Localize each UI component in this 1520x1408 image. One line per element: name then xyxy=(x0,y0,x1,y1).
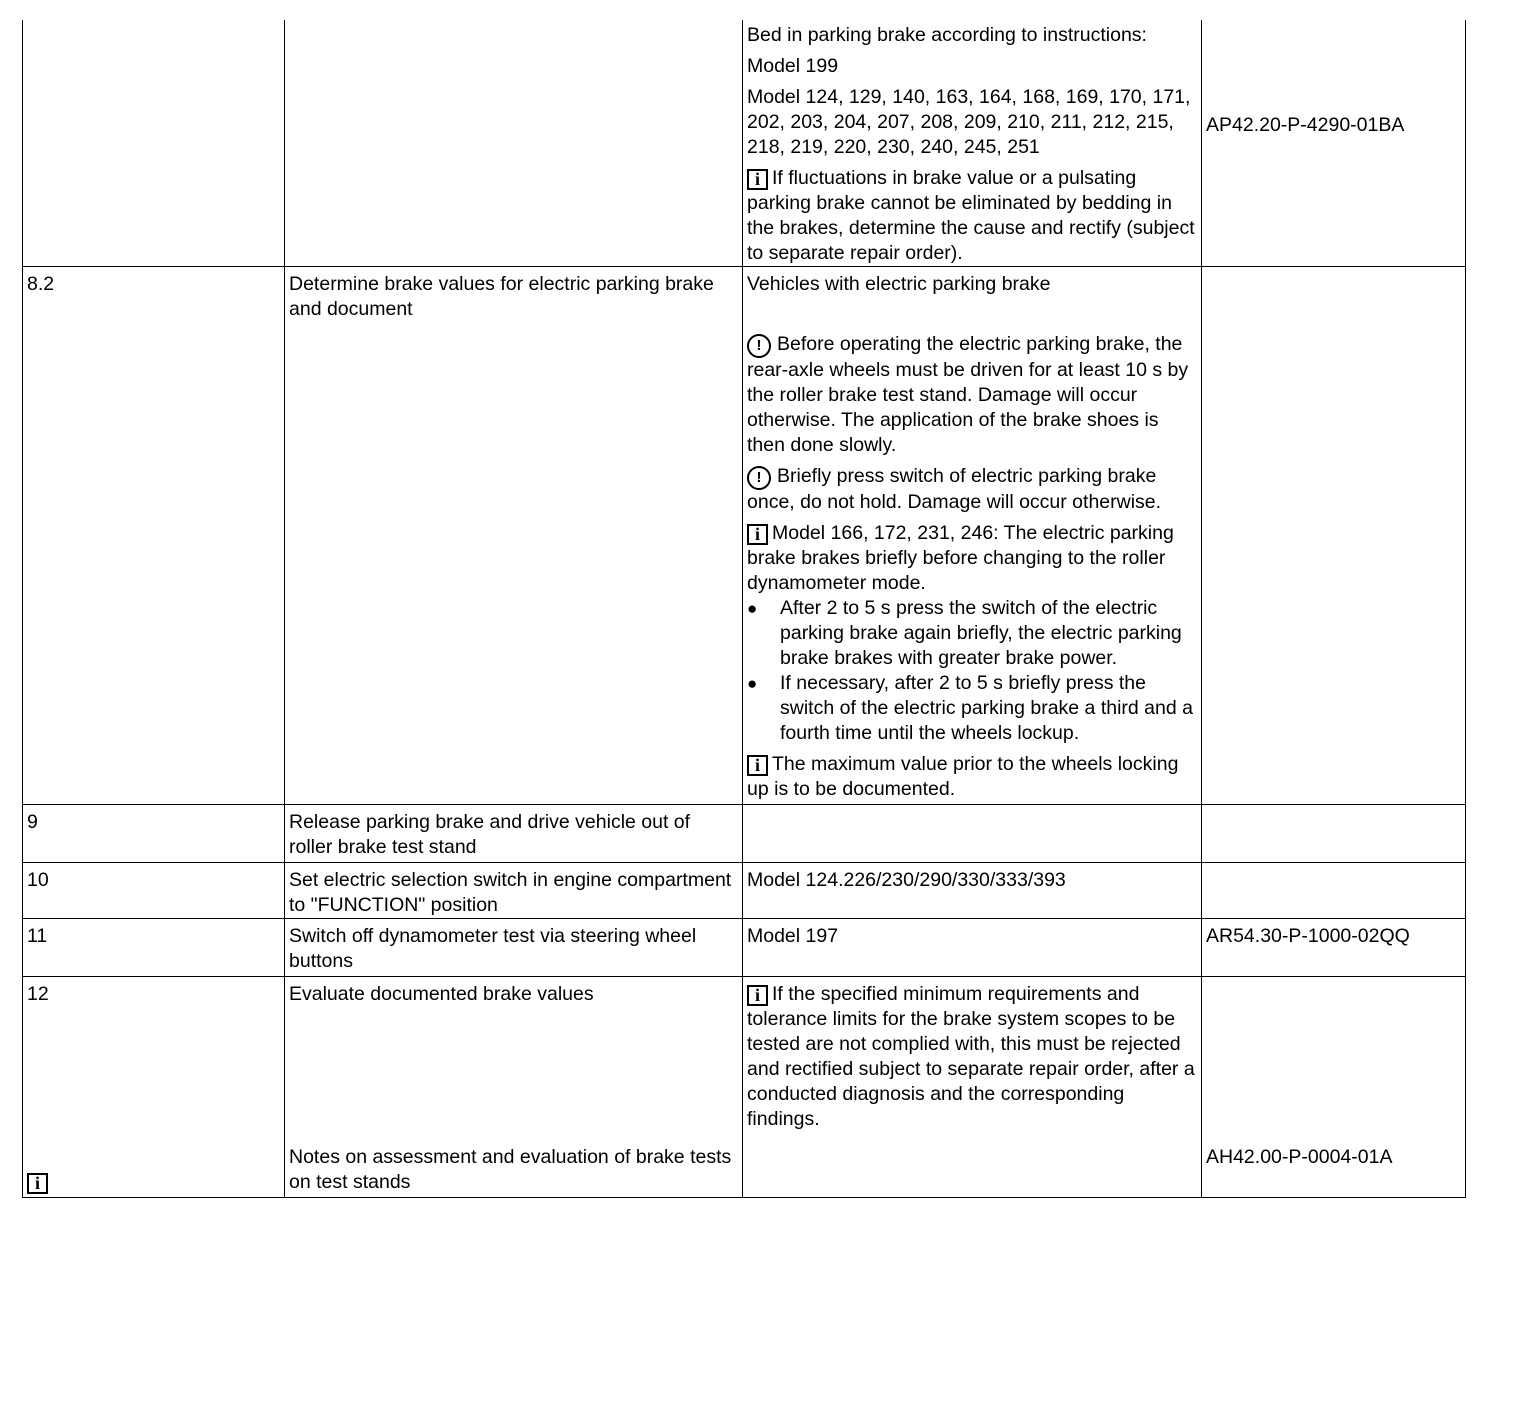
step-cell xyxy=(23,20,285,267)
table-row xyxy=(23,805,1466,863)
caution-icon: ! xyxy=(747,334,771,358)
reference-link[interactable]: AP42.20-P-4290-01BA xyxy=(1206,114,1405,136)
action-cell xyxy=(285,20,743,267)
step-cell: 11 xyxy=(23,919,285,977)
action-cell: Determine brake values for electric parking brake and document xyxy=(285,267,743,805)
bullet-list xyxy=(747,596,1196,746)
action-cell: Release parking brake and drive vehicle out of roller brake test stand xyxy=(285,805,743,863)
caution-note xyxy=(747,464,1196,515)
info-icon: i xyxy=(747,169,768,190)
notes-cell xyxy=(743,267,1202,805)
reference-cell xyxy=(1202,977,1466,1198)
model-199-text: Model 199 xyxy=(747,55,839,77)
step-number: 12 xyxy=(27,983,49,1005)
info-icon: i xyxy=(27,1173,48,1194)
bed-in-title: Bed in parking brake according to instructions: xyxy=(747,24,1147,46)
info-note xyxy=(747,752,1196,802)
notes-cell: Model 124.226/230/290/330/333/393 xyxy=(743,863,1202,919)
step-cell: 8.2 xyxy=(23,267,285,805)
info-fluctuations-text: If fluctuations in brake value or a pulsating parking brake cannot be eliminated by bedding in the brakes, determine the cause and rectify (subject to separate repair order). xyxy=(747,167,1195,264)
caution-text-1: Before operating the electric parking brake, the rear-axle wheels must be driven for at least 10 s by the roller brake test stand. Damage will occur otherwise. The application of the brake shoes is then done slowly. xyxy=(747,333,1189,456)
table-row xyxy=(23,267,1466,805)
table-row xyxy=(23,977,1466,1198)
caution-icon: ! xyxy=(747,466,771,490)
notes-cell xyxy=(743,805,1202,863)
info-icon: i xyxy=(747,524,768,545)
info-note xyxy=(747,521,1196,596)
list-item: ● If necessary, after 2 to 5 s briefly press the switch of the electric parking brake a third and a fourth time until the wheels lockup. xyxy=(747,671,1196,746)
work-steps-table xyxy=(22,20,1466,1198)
reference-cell xyxy=(1202,20,1466,267)
step-cell: 9 xyxy=(23,805,285,863)
note-reference-link[interactable]: AH42.00-P-0004-01A xyxy=(1206,1146,1393,1168)
action-cell: Set electric selection switch in engine compartment to "FUNCTION" position xyxy=(285,863,743,919)
notes-cell: Model 197 xyxy=(743,919,1202,977)
action-text: Evaluate documented brake values xyxy=(289,983,594,1005)
reference-cell xyxy=(1202,863,1466,919)
reference-cell xyxy=(1202,267,1466,805)
info-note xyxy=(747,166,1196,266)
info-models-text: Model 166, 172, 231, 246: The electric parking brake brakes briefly before changing to the roller dynamometer mode. xyxy=(747,522,1174,594)
notes-cell xyxy=(743,977,1202,1198)
info-max-text: The maximum value prior to the wheels locking up is to be documented. xyxy=(747,753,1179,800)
table-row xyxy=(23,863,1466,919)
vehicles-text: Vehicles with electric parking brake xyxy=(747,273,1051,295)
reference-cell xyxy=(1202,805,1466,863)
info-note xyxy=(747,982,1196,1132)
info-icon: i xyxy=(747,755,768,776)
table-row xyxy=(23,20,1466,267)
list-item: ● After 2 to 5 s press the switch of the electric parking brake again briefly, the electric parking brake brakes with greater brake power. xyxy=(747,596,1196,671)
reference-link[interactable]: AR54.30-P-1000-02QQ xyxy=(1206,925,1410,947)
reference-cell xyxy=(1202,919,1466,977)
models-list-text: Model 124, 129, 140, 163, 164, 168, 169, 170, 171, 202, 203, 204, 207, 208, 209, 210, 211, 212, 215, 218, 219, 220, 230, 240, 245, 251 xyxy=(747,86,1191,158)
action-cell: Switch off dynamometer test via steering wheel buttons xyxy=(285,919,743,977)
table-row xyxy=(23,919,1466,977)
info-icon: i xyxy=(747,985,768,1006)
action-cell xyxy=(285,977,743,1198)
caution-note xyxy=(747,332,1196,458)
step-cell: 10 xyxy=(23,863,285,919)
notes-cell xyxy=(743,20,1202,267)
info-requirements-text: If the specified minimum requirements and tolerance limits for the brake system scopes to be tested are not complied with, this must be rejected and rectified subject to separate repair order, after a conducted diagnosis and the corresponding findings. xyxy=(747,983,1195,1130)
note-action-text: Notes on assessment and evaluation of brake tests on test stands xyxy=(289,1146,732,1193)
caution-text-2: Briefly press switch of electric parking brake once, do not hold. Damage will occur otherwise. xyxy=(747,465,1162,513)
step-cell xyxy=(23,977,285,1198)
